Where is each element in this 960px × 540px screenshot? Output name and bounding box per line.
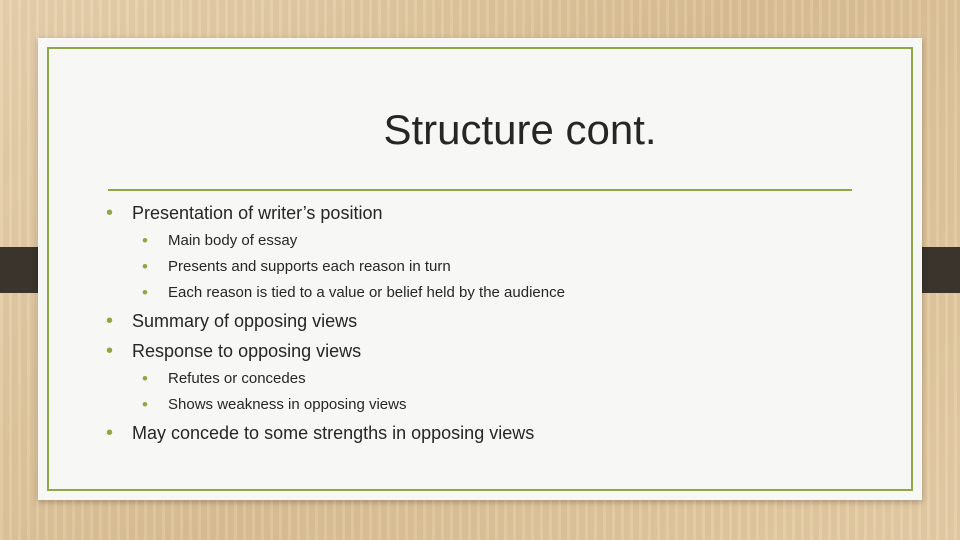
sub-bullet-text: Shows weakness in opposing views — [168, 396, 407, 413]
slide-card — [38, 38, 922, 500]
sub-bullet-item — [106, 366, 866, 392]
bullet-item — [106, 198, 866, 228]
slide-title: Structure cont. — [383, 106, 657, 153]
sub-bullet-item — [106, 228, 866, 254]
bullet-icon: • — [142, 395, 148, 414]
bullet-icon: • — [106, 340, 114, 362]
bullet-list — [106, 198, 866, 448]
bullet-icon: • — [142, 257, 148, 276]
sub-bullet-text: Presents and supports each reason in turn — [168, 258, 451, 275]
bullet-icon: • — [106, 310, 114, 332]
sub-bullet-text: Each reason is tied to a value or belief held by the audience — [168, 284, 565, 301]
bullet-icon: • — [106, 422, 114, 444]
bullet-icon: • — [106, 202, 114, 224]
bullet-text: Response to opposing views — [132, 341, 362, 361]
sub-bullet-text: Refutes or concedes — [168, 370, 306, 387]
bullet-text: Summary of opposing views — [132, 311, 358, 331]
sub-bullet-text: Main body of essay — [168, 232, 298, 249]
bullet-item — [106, 336, 866, 366]
sub-bullet-item — [106, 254, 866, 280]
sub-bullet-item — [106, 392, 866, 418]
bullet-icon: • — [142, 369, 148, 388]
bullet-item — [106, 418, 866, 448]
bullet-icon: • — [142, 283, 148, 302]
bullet-icon: • — [142, 231, 148, 250]
bullet-item — [106, 306, 866, 336]
title-divider — [108, 189, 852, 191]
sub-bullet-item — [106, 280, 866, 306]
bullet-text: May concede to some strengths in opposing views — [132, 423, 535, 443]
bullet-text: Presentation of writer’s position — [132, 203, 383, 223]
